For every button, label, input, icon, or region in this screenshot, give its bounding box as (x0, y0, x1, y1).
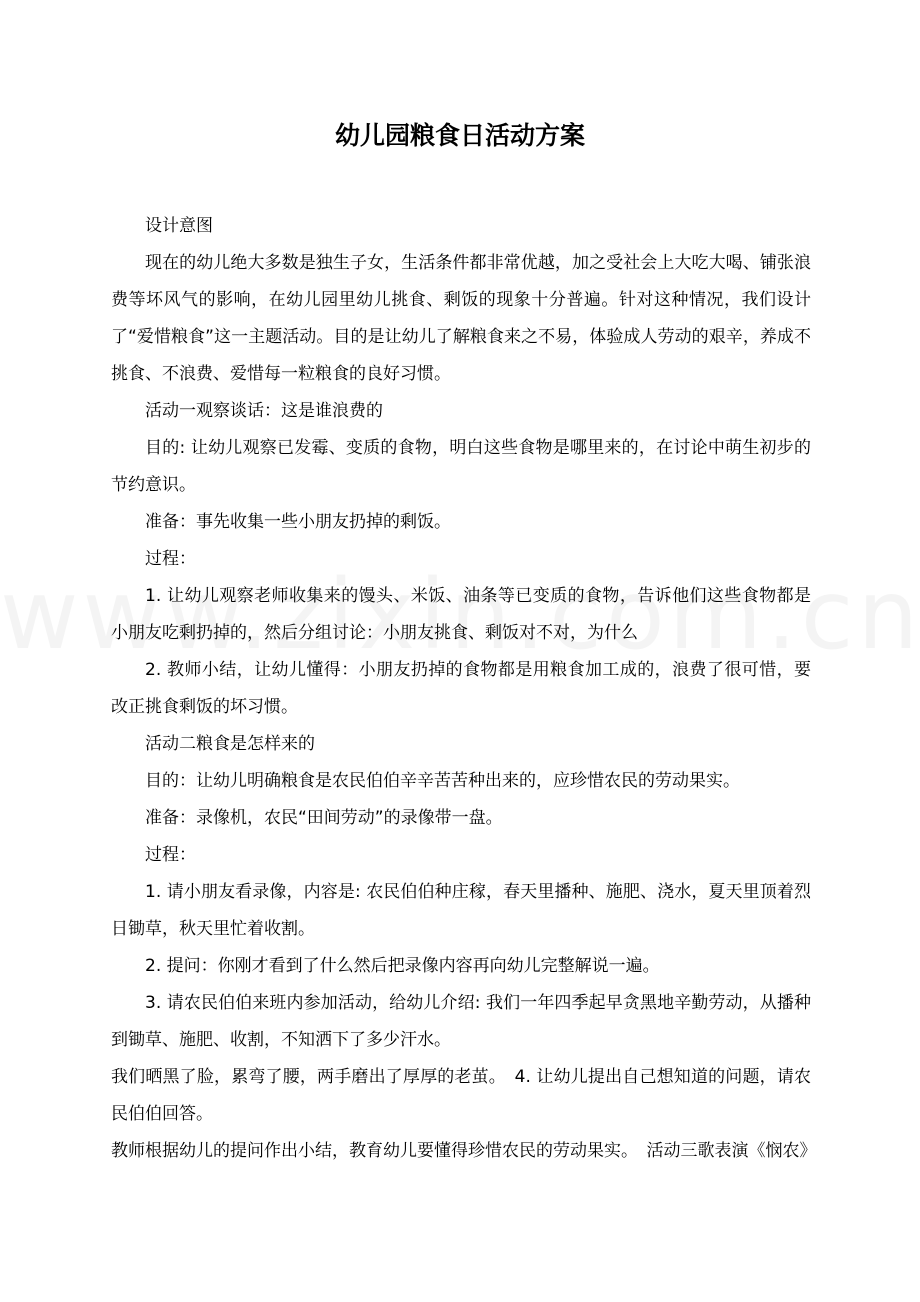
document-body (111, 208, 817, 1170)
paragraph-activity-1-goal: 目的: 让幼儿观察已发霉、变质的食物，明白这些食物是哪里来的，在讨论中萌生初步的节约意识。 (111, 438, 811, 495)
paragraph-activity-2-step-3: 3. 请农民伯伯来班内参加活动，给幼儿介绍: 我们一年四季起早贪黑地辛勤劳动，从播种到锄草、施肥、收割，不知洒下了多少汗水。 (111, 993, 811, 1050)
paragraph-activity-2-step-2: 2. 提问：你刚才看到了什么然后把录像内容再向幼儿完整解说一遍。 (145, 956, 660, 976)
paragraph-activity-2-process-label: 过程： (145, 845, 196, 865)
section-heading-activity-1: 活动一观察谈话：这是谁浪费的 (145, 401, 383, 421)
paragraph-activity-1-process-label: 过程： (145, 549, 196, 569)
paragraph-activity-2-prep: 准备：录像机，农民“田间劳动”的录像带一盘。 (145, 808, 503, 828)
paragraph-activity-1-prep: 准备：事先收集一些小朋友扔掉的剩饭。 (145, 512, 451, 532)
paragraph-activity-2-summary: 教师根据幼儿的提问作出小结，教育幼儿要懂得珍惜农民的劳动果实。 活动三歌表演《悯农》 (111, 1141, 817, 1161)
paragraph-activity-1-step-1: 1. 让幼儿观察老师收集来的馒头、米饭、油条等已变质的食物，告诉他们这些食物都是小朋友吃剩扔掉的，然后分组讨论：小朋友挑食、剩饭对不对，为什么 (111, 586, 811, 643)
paragraph-activity-2-step-3-cont: 我们晒黑了脸，累弯了腰，两手磨出了厚厚的老茧。 4. 让幼儿提出自己想知道的问题，请农民伯伯回答。 (111, 1067, 811, 1124)
section-heading-design-intent: 设计意图 (145, 216, 213, 236)
paragraph-activity-2-step-1: 1. 请小朋友看录像，内容是: 农民伯伯种庄稼，春天里播种、施肥、浇水，夏天里顶着烈日锄草，秋天里忙着收割。 (111, 882, 811, 939)
paragraph-activity-1-step-2: 2. 教师小结，让幼儿懂得：小朋友扔掉的食物都是用粮食加工成的，浪费了很可惜，要改正挑食剩饭的坏习惯。 (111, 660, 811, 717)
section-heading-activity-2: 活动二粮食是怎样来的 (145, 734, 315, 754)
page-title: 幼儿园粮食日活动方案 (334, 121, 585, 150)
paragraph-design-intent: 现在的幼儿绝大多数是独生子女，生活条件都非常优越，加之受社会上大吃大喝、铺张浪费等坏风气的影响，在幼儿园里幼儿挑食、剩饭的现象十分普遍。针对这种情况，我们设计了“爱惜粮食”这一主题活动。目的是让幼儿了解粮食来之不易，体验成人劳动的艰辛，养成不挑食、不浪费、爱惜每一粒粮食的良好习惯。 (111, 253, 811, 384)
paragraph-activity-2-goal: 目的：让幼儿明确粮食是农民伯伯辛辛苦苦种出来的，应珍惜农民的劳动果实。 (145, 771, 740, 791)
